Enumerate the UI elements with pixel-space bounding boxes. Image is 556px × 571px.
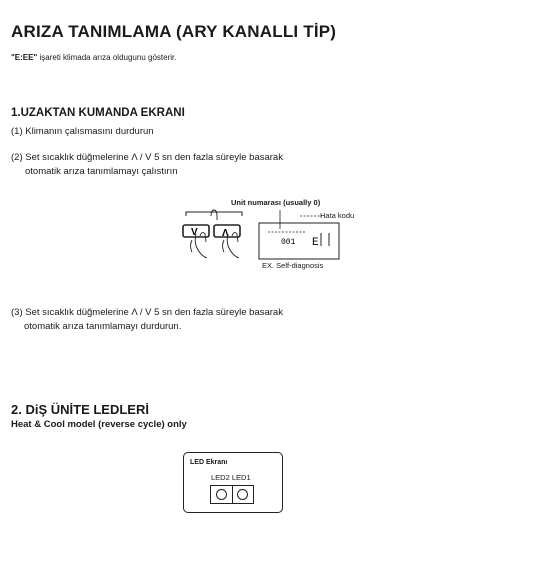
section2-heading: 2. DiŞ ÜNİTE LEDLERİ (11, 402, 149, 417)
button-bracket (186, 212, 242, 216)
section1-title: UZAKTAN KUMANDA EKRANI (20, 107, 185, 119)
down-glyph: V (191, 227, 198, 238)
step-2-line-2: otomatik arıza tanımlamayı çalıstırın (25, 166, 178, 177)
step-3-line-1: (3) Set sıcaklık düğmelerine Λ / V 5 sn den fazla süreyle basarak (11, 307, 283, 318)
error-code-digit: E (312, 237, 319, 249)
remote-display (259, 223, 339, 259)
error-code-label: Hata kodu (320, 211, 355, 220)
page-title: ARIZA TANIMLAMA (ARY KANALLI TİP) (11, 22, 337, 41)
led1-label: LED1 (231, 473, 251, 482)
unit-number-label: Unit numarası (usually 0) (231, 198, 321, 207)
led1-cell (232, 486, 254, 503)
led-panel-title: LED Ekranı (190, 459, 228, 466)
led2-icon (216, 489, 227, 500)
step-3-line-2: otomatik arıza tanımlamayı durdurun. (24, 321, 182, 332)
led1-icon (237, 489, 248, 500)
led2-label: LED2 (211, 473, 230, 482)
up-glyph: Λ (222, 228, 229, 239)
self-diagnosis-label: EX. Self-diagnosis (262, 261, 324, 270)
section2-subheading: Heat & Cool model (reverse cycle) only (11, 419, 187, 430)
section1-number: 1. (11, 107, 21, 119)
section1-heading (11, 107, 185, 119)
error-note (11, 53, 176, 62)
unit-digits: 001 (281, 238, 296, 247)
led-indicators (210, 485, 254, 504)
step-1: (1) Klimanın çalısmasını durdurun (11, 126, 154, 137)
step-2-line-1: (2) Set sıcaklık düğmelerine Λ / V 5 sn den fazla süreyle basarak (11, 152, 283, 163)
error-note-text: işareti klimada arıza oldugunu gösterir. (37, 53, 177, 62)
led-labels (211, 473, 251, 482)
led2-cell (211, 486, 232, 503)
error-code: "E:EE" (11, 53, 38, 62)
